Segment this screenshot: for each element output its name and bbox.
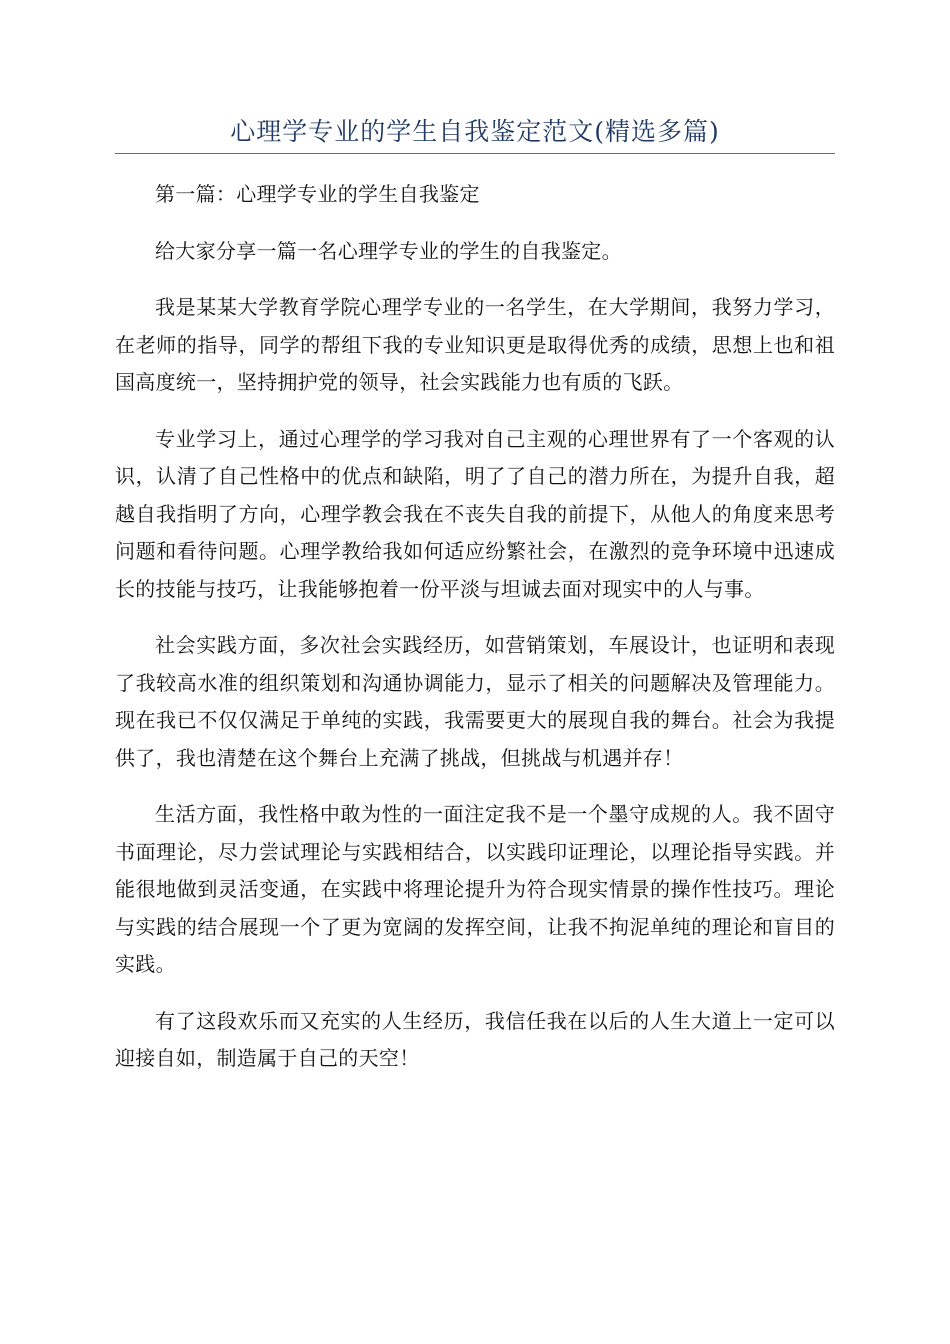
body-paragraph: 我是某某大学教育学院心理学专业的一名学生，在大学期间，我努力学习，在老师的指导，同学的帮组下我的专业知识更是取得优秀的成绩，思想上也和祖国高度统一，坚持拥护党的领导，社会实践能力也有质的飞跃。 [115, 295, 835, 394]
intro-paragraph: 给大家分享一篇一名心理学专业的学生的自我鉴定。 [155, 238, 622, 263]
title-underline [115, 153, 835, 154]
closing-paragraph: 有了这段欢乐而又充实的人生经历，我信任我在以后的人生大道上一定可以迎接自如，制造属于自己的天空！ [115, 1008, 835, 1070]
body-paragraph: 专业学习上，通过心理学的学习我对自己主观的心理世界有了一个客观的认识，认清了自己性格中的优点和缺陷，明了了自己的潜力所在，为提升自我，超越自我指明了方向，心理学教会我在不丧失自我的前提下，从他人的角度来思考问题和看待问题。心理学教给我如何适应纷繁社会，在激烈的竞争环境中迅速成长的技能与技巧，让我能够抱着一份平淡与坦诚去面对现实中的人与事。 [115, 426, 835, 601]
document-title: 心理学专业的学生自我鉴定范文(精选多篇) [230, 117, 720, 146]
body-paragraph: 生活方面，我性格中敢为性的一面注定我不是一个墨守成规的人。我不固守书面理论，尽力尝试理论与实践相结合，以实践印证理论，以理论指导实践。并能很地做到灵活变通，在实践中将理论提升为符合现实情景的操作性技巧。理论与实践的结合展现一个了更为宽阔的发挥空间，让我不拘泥单纯的理论和盲目的实践。 [115, 802, 835, 976]
section-heading: 第一篇：心理学专业的学生自我鉴定 [155, 182, 480, 206]
body-paragraph: 社会实践方面，多次社会实践经历，如营销策划，车展设计，也证明和表现了我较高水准的组织策划和沟通协调能力，显示了相关的问题解决及管理能力。现在我已不仅仅满足于单纯的实践，我需要更大的展现自我的舞台。社会为我提供了，我也清楚在这个舞台上充满了挑战，但挑战与机遇并存！ [115, 633, 835, 770]
document-body [115, 176, 835, 1097]
